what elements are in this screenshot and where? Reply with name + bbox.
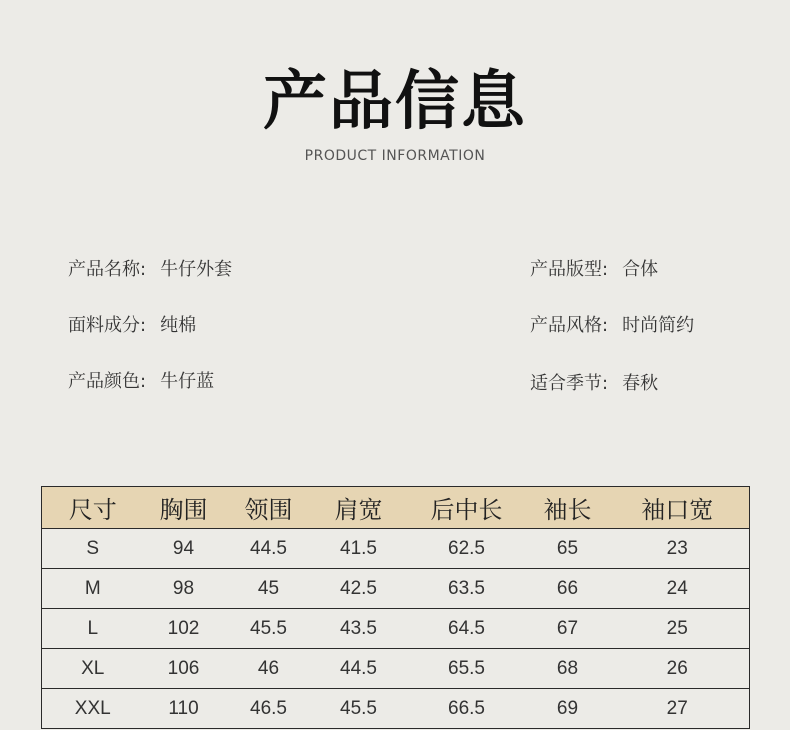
info-value: 合体 [622, 259, 659, 280]
table-cell: 67 [530, 609, 606, 649]
info-value: 时尚简约 [622, 315, 695, 336]
table-cell: 43.5 [314, 609, 404, 649]
table-row [42, 529, 750, 569]
table-cell: 45.5 [224, 609, 314, 649]
info-value: 牛仔外套 [160, 259, 233, 280]
table-cell: 26 [606, 649, 750, 689]
header-cuff: 袖口宽 [606, 487, 750, 529]
table-cell: 63.5 [404, 569, 530, 609]
page-subtitle: PRODUCT INFORMATION [304, 148, 486, 164]
table-cell: 25 [606, 609, 750, 649]
info-label: 产品名称: [68, 259, 147, 280]
info-label: 产品版型: [530, 259, 609, 280]
table-row [42, 689, 750, 729]
page-title: 产品信息 [263, 65, 527, 139]
header-back-length: 后中长 [404, 487, 530, 529]
info-product-name [68, 255, 232, 281]
info-label: 适合季节: [530, 373, 609, 394]
table-cell: 42.5 [314, 569, 404, 609]
header-size: 尺寸 [42, 487, 144, 529]
table-cell: 94 [144, 529, 224, 569]
table-cell: XXL [42, 689, 144, 729]
info-color [68, 367, 214, 393]
table-cell: 65.5 [404, 649, 530, 689]
table-cell: 46 [224, 649, 314, 689]
info-season [530, 369, 658, 395]
table-cell: 41.5 [314, 529, 404, 569]
header-sleeve: 袖长 [530, 487, 606, 529]
table-cell: 45 [224, 569, 314, 609]
table-cell: 46.5 [224, 689, 314, 729]
info-fit [530, 255, 658, 281]
table-cell: 62.5 [404, 529, 530, 569]
table-cell: L [42, 609, 144, 649]
table-cell: 66 [530, 569, 606, 609]
table-row [42, 609, 750, 649]
table-cell: 45.5 [314, 689, 404, 729]
info-fabric [68, 311, 196, 337]
table-cell: S [42, 529, 144, 569]
table-cell: 106 [144, 649, 224, 689]
size-table [41, 486, 750, 729]
table-cell: 44.5 [314, 649, 404, 689]
table-cell: 98 [144, 569, 224, 609]
info-value: 牛仔蓝 [160, 371, 215, 392]
header-collar: 领围 [224, 487, 314, 529]
table-cell: 69 [530, 689, 606, 729]
info-value: 春秋 [622, 373, 659, 394]
table-row [42, 649, 750, 689]
info-style [530, 311, 694, 337]
table-cell: M [42, 569, 144, 609]
table-cell: 23 [606, 529, 750, 569]
info-label: 产品颜色: [68, 371, 147, 392]
table-cell: 102 [144, 609, 224, 649]
table-header-row [42, 487, 750, 529]
info-label: 面料成分: [68, 315, 147, 336]
header-shoulder: 肩宽 [314, 487, 404, 529]
table-cell: XL [42, 649, 144, 689]
table-cell: 66.5 [404, 689, 530, 729]
table-cell: 110 [144, 689, 224, 729]
table-row [42, 569, 750, 609]
table-cell: 65 [530, 529, 606, 569]
table-cell: 27 [606, 689, 750, 729]
info-label: 产品风格: [530, 315, 609, 336]
table-cell: 44.5 [224, 529, 314, 569]
table-cell: 64.5 [404, 609, 530, 649]
info-value: 纯棉 [160, 315, 197, 336]
table-cell: 24 [606, 569, 750, 609]
table-cell: 68 [530, 649, 606, 689]
header-chest: 胸围 [144, 487, 224, 529]
